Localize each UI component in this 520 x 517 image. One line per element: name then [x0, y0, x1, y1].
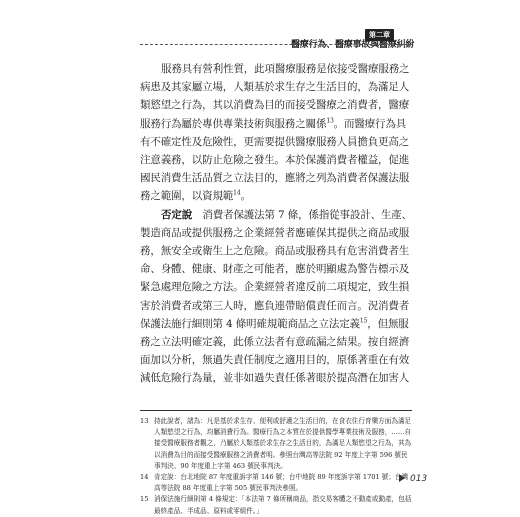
header-rule	[140, 44, 412, 45]
footnote-14	[140, 472, 412, 494]
page-arrow-icon	[399, 474, 405, 482]
page-number-text: 013	[410, 474, 428, 484]
footnote-ref-15: 15	[359, 317, 368, 325]
footnote-number: 14	[140, 473, 149, 482]
paragraph-1-part-a: 服務具有營利性質，此項醫療服務是依接受醫療服務之病患及其家屬立場，人類基於求生存之生活目的，為滿足人類慾望之行為，其以消費為目的而接受醫療之消費者，醫療服務行為屬於專供專業技術與服務之關係	[140, 63, 410, 130]
footnote-ref-14: 14	[233, 189, 241, 197]
footnote-13	[140, 416, 412, 472]
footnote-text: 持此說者，諸為：凡是基於求生存、便利或舒適之生活目的，在食衣住行育樂方面為滿足人類慾望之行為，均屬消費行為。醫療行為之本質在於提供醫學專業技術及服務，……自接受醫療服務者觀之，乃屬於人類基於求生存之生活目的，為滿足人類慾望之行為，其為以消費為目的而接受醫療服務之消費者明。參照台灣高等法院 92 年度上字第 596 號民事判決、90 年度重上字第 463 號民事判決。	[154, 417, 412, 470]
paragraph-1-part-b: 。而醫療行為具有不確定性及危險性，更需要提供醫療服務人員擔負更高之注意義務，以防止危險之發生。本於保護消費者權益，促進國民消費生活品質之立法目的，應將之列為消費者保護法服務之範圍，以資規範	[140, 117, 410, 203]
footnote-15	[140, 494, 412, 516]
footnote-ref-13: 13	[326, 117, 334, 125]
body-text	[140, 60, 412, 388]
running-head: 醫療行為、醫療事故與醫療糾紛	[291, 40, 415, 50]
page-number	[399, 474, 427, 484]
paragraph-2	[140, 206, 412, 388]
footnote-text: 消保法施行細則第 4 條規定：「本法第 7 條所稱商品，指交易客體之不動產或動產，包括最終產品、半成品、原料或零組件。」	[154, 495, 412, 515]
footnote-text: 肯定說：台北地院 87 年度重訴字第 146 號；台中地院 89 年度訴字第 1701 號；台灣高等法院 88 年度重上字第 505 號民事判決參照。	[154, 473, 409, 493]
footnote-rule	[140, 410, 412, 411]
paragraph-2-part-a: 消費者保護法第 7 條，係指從事設計、生產、製造商品或提供服務之企業經營者應確保其提供之商品或服務，無安全或衛生上之危險。商品或服務具有危害消費者生命、身體、健康、財產之可能者，應於明顯處為警告標示及緊急處理危險之方法。企業經營者違反前二項規定，致生損害於消費者或第三人時，應負連帶賠償責任而言。況消費者保護法施行細則第 4 條明確規範商品之立法定義	[140, 208, 412, 330]
paragraph-1-part-c: 。	[240, 190, 251, 203]
paragraph-2-part-b: ，但無服務之立法明確定義，此係立法者有意疏漏之結果。按自經濟面加以分析，無過失責任制度之適用目的，原係著重在有效減低危險行為量，並非如過失責任係著眼於提高潛在加害人	[140, 317, 410, 385]
footnote-number: 15	[140, 495, 149, 504]
chapter-badge: 第二章	[365, 29, 394, 41]
footnote-number: 13	[140, 417, 149, 425]
footnotes	[140, 416, 412, 517]
paragraph-1	[140, 60, 412, 206]
negative-view-keyword: 否定說	[161, 208, 193, 221]
